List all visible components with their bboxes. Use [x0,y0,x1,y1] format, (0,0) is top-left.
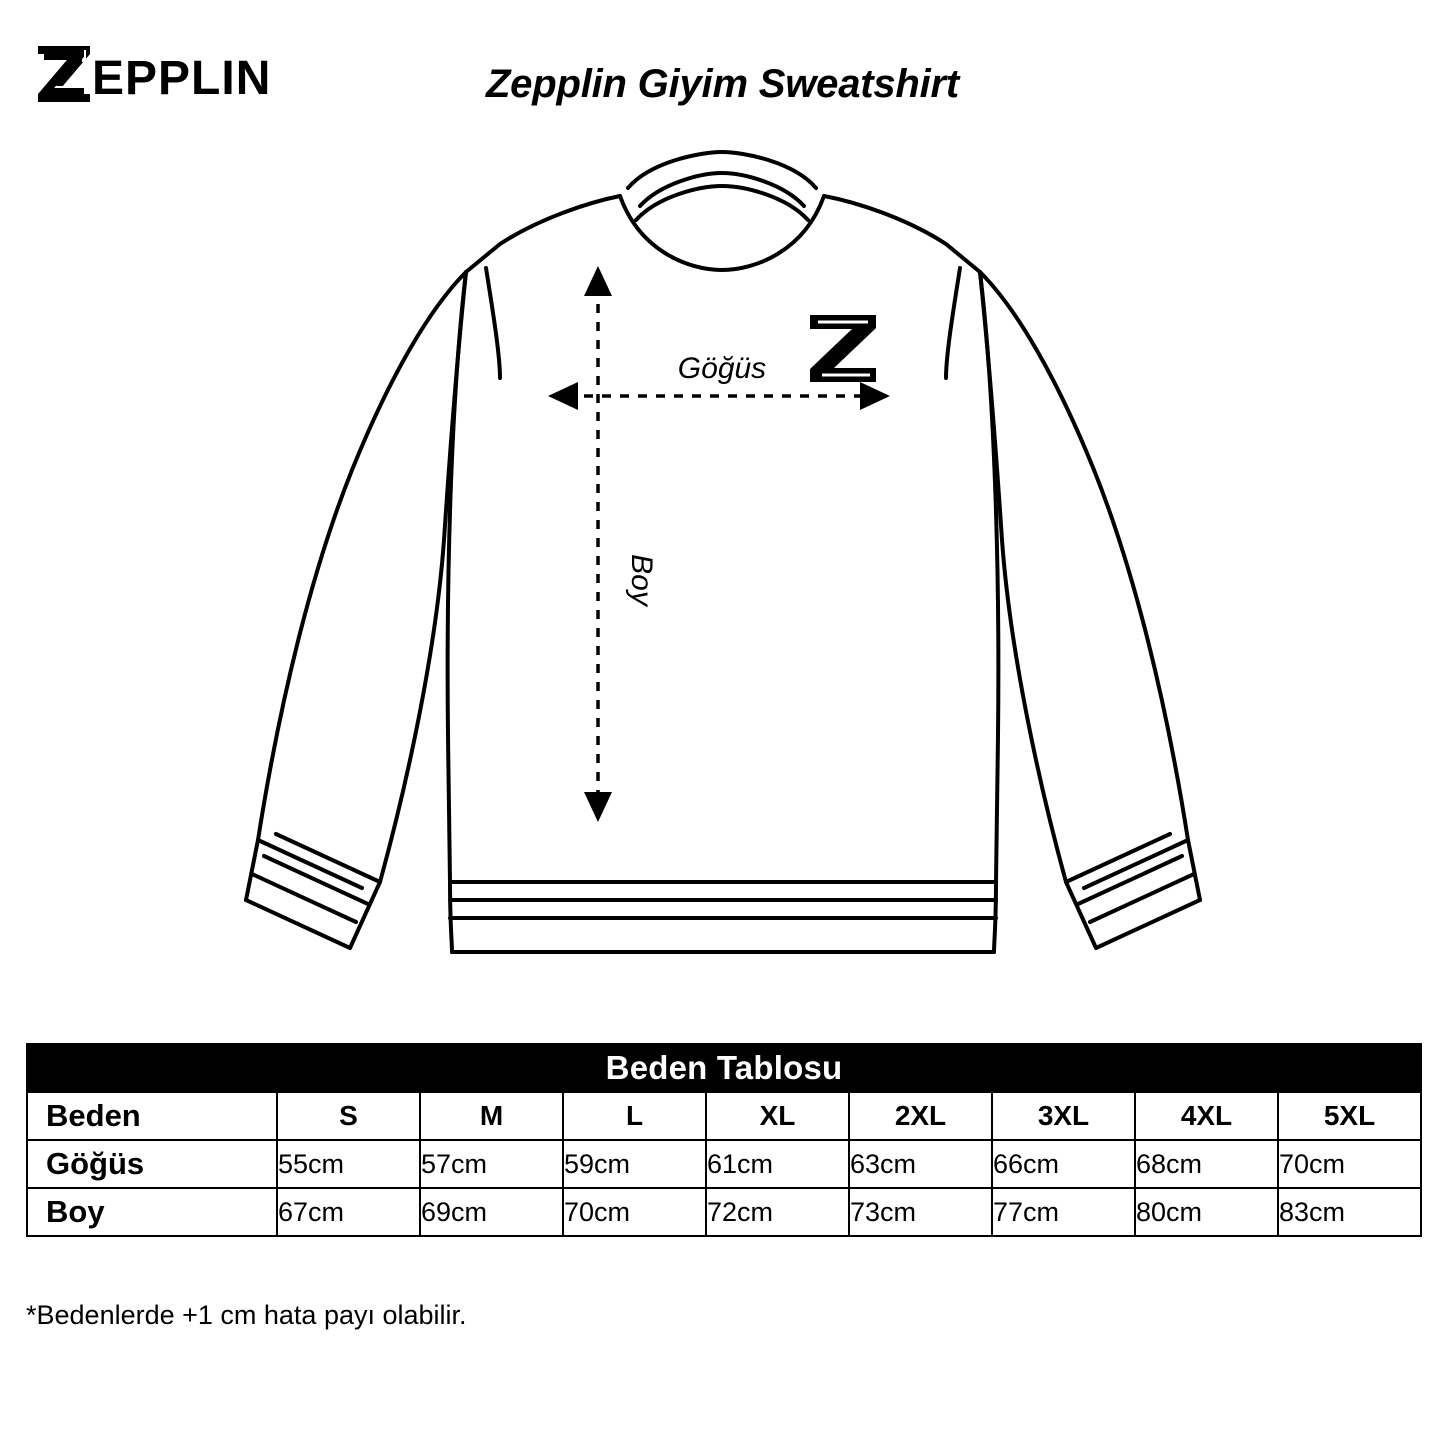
header-cell-beden: Beden [27,1092,277,1140]
size-table-container [26,1043,1421,1237]
row-label-boy: Boy [27,1188,277,1236]
cell-gogus-s: 55cm [277,1140,420,1188]
cell-gogus-5xl: 70cm [1278,1140,1421,1188]
header-cell-4xl: 4XL [1135,1092,1278,1140]
cell-boy-m: 69cm [420,1188,563,1236]
page-header [0,0,1445,140]
size-table [26,1043,1422,1237]
cell-gogus-3xl: 66cm [992,1140,1135,1188]
size-table-header-row [27,1092,1421,1140]
header-cell-3xl: 3XL [992,1092,1135,1140]
header-cell-l: L [563,1092,706,1140]
cell-boy-4xl: 80cm [1135,1188,1278,1236]
chest-label-text: Göğüs [677,352,767,385]
table-row [27,1188,1421,1236]
size-table-title: Beden Tablosu [27,1044,1421,1092]
length-measure-arrow [584,266,612,822]
header-cell-xl: XL [706,1092,849,1140]
cell-boy-l: 70cm [563,1188,706,1236]
row-label-gogus: Göğüs [27,1140,277,1188]
sweatshirt-outline-icon [246,152,1200,952]
garment-illustration [0,140,1445,1040]
header-cell-5xl: 5XL [1278,1092,1421,1140]
cell-gogus-l: 59cm [563,1140,706,1188]
page-title-brand: Zepplin Giyim [485,62,748,106]
svg-text:EPPLIN: EPPLIN [92,52,272,105]
length-label-text: Boy [625,554,658,606]
cell-gogus-4xl: 68cm [1135,1140,1278,1188]
table-row [27,1140,1421,1188]
header-cell-m: M [420,1092,563,1140]
header-cell-s: S [277,1092,420,1140]
page-title-product: Sweatshirt [758,62,960,106]
cell-gogus-m: 57cm [420,1140,563,1188]
header-cell-2xl: 2XL [849,1092,992,1140]
cell-boy-s: 67cm [277,1188,420,1236]
cell-boy-5xl: 83cm [1278,1188,1421,1236]
cell-gogus-xl: 61cm [706,1140,849,1188]
page-title [0,62,1445,107]
footnote: *Bedenlerde +1 cm hata payı olabilir. [26,1300,467,1330]
cell-boy-xl: 72cm [706,1188,849,1236]
cell-boy-3xl: 77cm [992,1188,1135,1236]
chest-logo-mark [810,315,876,382]
cell-gogus-2xl: 63cm [849,1140,992,1188]
size-table-title-row [27,1044,1421,1092]
cell-boy-2xl: 73cm [849,1188,992,1236]
